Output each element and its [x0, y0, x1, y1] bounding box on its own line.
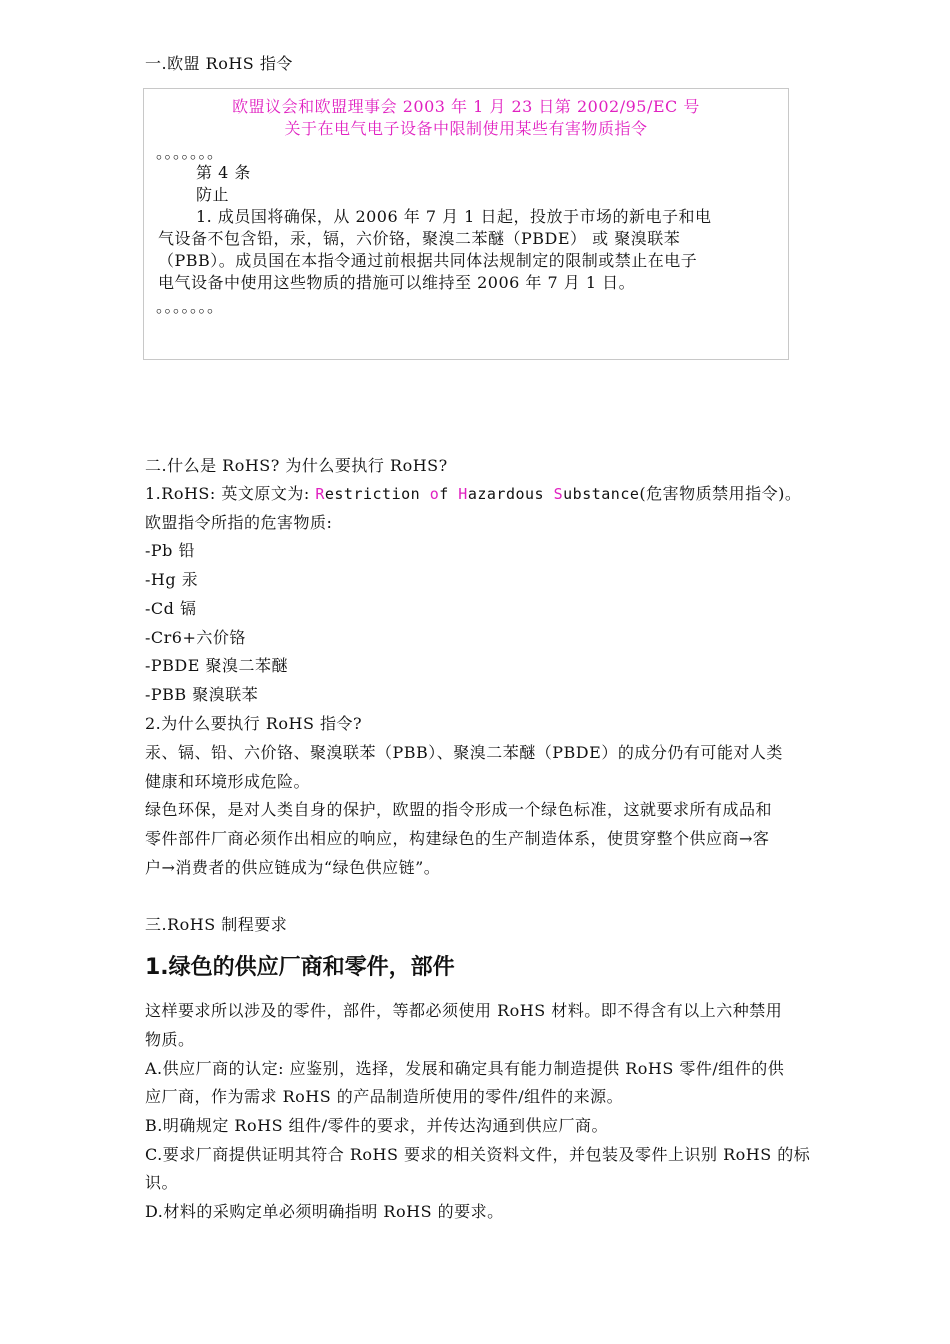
- green-text-line-2: 零件部件厂商必须作出相应的响应，构建绿色的生产制造体系，使贯穿整个供应商→客: [145, 829, 770, 848]
- letter-s: S: [553, 485, 564, 503]
- substance-item: -Pb 铅: [145, 541, 196, 560]
- word-restriction: estriction: [324, 485, 430, 503]
- article-text-line-2: 气设备不包含铅，汞，镉，六价铬，聚溴二苯醚（PBDE） 或 聚溴联苯: [158, 229, 681, 248]
- article-text-line-4: 电气设备中使用这些物质的措施可以维持至 2006 年 7 月 1 日。: [158, 273, 636, 292]
- directive-title-line-1: 欧盟议会和欧盟理事会 2003 年 1 月 23 日第 2002/95/EC 号: [232, 97, 700, 116]
- section-3-heading: 三.RoHS 制程要求: [145, 915, 288, 934]
- item-a-line-1: A.供应厂商的认定: 应鉴别，选择，发展和确定具有能力制造提供 RoHS 零件/组件的供: [145, 1059, 785, 1078]
- item-c-line-1: C.要求厂商提供证明其符合 RoHS 要求的相关资料文件，并包装及零件上识别 RoHS 的标: [145, 1145, 811, 1164]
- green-text-line-1: 绿色环保，是对人类自身的保护，欧盟的指令形成一个绿色标准，这就要求所有成品和: [145, 800, 773, 819]
- green-supplier-heading: 1.绿色的供应厂商和零件，部件: [145, 955, 455, 980]
- why-text-line-2: 健康和环境形成危险。: [145, 772, 311, 791]
- word-substance: ubstance: [563, 485, 640, 503]
- substance-item: -PBDE 聚溴二苯醚: [145, 656, 289, 675]
- section-2-heading: 二.什么是 RoHS? 为什么要执行 RoHS?: [145, 456, 448, 475]
- letter-r: R: [315, 485, 325, 503]
- why-text-line-1: 汞、镉、铅、六价铬、聚溴联苯（PBB）、聚溴二苯醚（PBDE）的成分仍有可能对人类: [145, 743, 783, 762]
- requirement-text-line-2: 物质。: [145, 1030, 195, 1049]
- substance-item: -PBB 聚溴联苯: [145, 685, 259, 704]
- item-b: B.明确规定 RoHS 组件/零件的要求，并传达沟通到供应厂商。: [145, 1116, 609, 1135]
- substance-item: -Cd 镉: [145, 599, 197, 618]
- item-d: D.材料的采购定单必须明确指明 RoHS 的要求。: [145, 1202, 504, 1221]
- item-a-line-2: 应厂商，作为需求 RoHS 的产品制造所使用的零件/组件的来源。: [145, 1087, 624, 1106]
- directive-quote-box: [143, 88, 789, 360]
- definition-prefix: 1.RoHS: 英文原文为:: [145, 484, 316, 503]
- why-heading: 2.为什么要执行 RoHS 指令?: [145, 714, 363, 733]
- substance-item: -Cr6+六价铬: [145, 628, 246, 647]
- requirement-text-line-1: 这样要求所以涉及的零件，部件，等都必须使用 RoHS 材料。即不得含有以上六种禁用: [145, 1001, 783, 1020]
- letter-o: o: [429, 485, 440, 503]
- substances-intro: 欧盟指令所指的危害物质:: [145, 513, 333, 532]
- green-text-line-3: 户→消费者的供应链成为“绿色供应链”。: [145, 858, 441, 877]
- word-of: f: [439, 485, 459, 503]
- directive-title-line-2: 关于在电气电子设备中限制使用某些有害物质指令: [284, 119, 648, 138]
- ellipsis-top: 。。。。。。。: [156, 143, 224, 162]
- definition-suffix: (危害物质禁用指令)。: [639, 484, 802, 503]
- section-1-heading: 一.欧盟 RoHS 指令: [145, 54, 293, 73]
- article-title: 防止: [196, 185, 230, 204]
- word-hazardous: azardous: [467, 485, 554, 503]
- rohs-definition: [145, 484, 801, 504]
- article-number: 第 4 条: [196, 163, 251, 182]
- ellipsis-bottom: 。。。。。。。: [156, 297, 224, 316]
- item-c-line-2: 识。: [145, 1173, 179, 1192]
- article-text-line-1: 1. 成员国将确保，从 2006 年 7 月 1 日起，投放于市场的新电子和电: [196, 207, 712, 226]
- substance-item: -Hg 汞: [145, 570, 199, 589]
- letter-h: H: [458, 485, 468, 503]
- article-text-line-3: （PBB）。成员国在本指令通过前根据共同体法规制定的限制或禁止在电子: [158, 251, 698, 270]
